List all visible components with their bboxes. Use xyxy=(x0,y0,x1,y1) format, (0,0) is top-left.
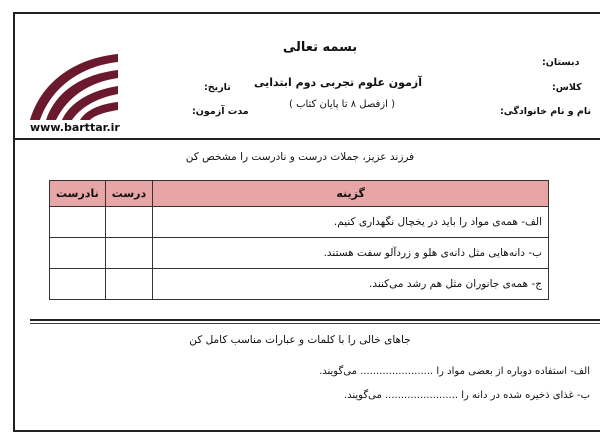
incorrect-cell[interactable] xyxy=(50,238,106,269)
class-label: کلاس: xyxy=(552,82,582,93)
correct-cell[interactable] xyxy=(105,269,152,300)
section1-instruction: فرزند عزیز، جملات درست و نادرست را مشخص کن xyxy=(185,151,415,163)
table-header-row xyxy=(50,181,549,207)
page-title: بسمه تعالی xyxy=(282,40,358,55)
school-label: دبستان: xyxy=(542,57,580,68)
section-divider-thin xyxy=(30,323,600,324)
table-row xyxy=(50,207,549,238)
correct-cell[interactable] xyxy=(105,238,152,269)
option-text: الف- همه‌ی مواد را باید در یخچال نگهداری کنیم. xyxy=(153,207,549,238)
logo-url: www.barttar.ir xyxy=(30,121,120,134)
date-label: تاریخ: xyxy=(204,82,231,93)
exam-title: آزمون علوم تجربی دوم ابتدایی xyxy=(254,76,422,89)
table-row xyxy=(50,238,549,269)
col-option: گزینه xyxy=(153,181,549,207)
fill-item: الف- استفاده دوباره از بعضی مواد را ....................... می‌گویند. xyxy=(319,366,590,377)
col-correct: درست xyxy=(105,181,152,207)
section2-instruction: جاهای خالی را با کلمات و عبارات مناسب کامل کن xyxy=(189,334,411,346)
option-text: ب- دانه‌هایی مثل دانه‌ی هلو و زردآلو سفت هستند. xyxy=(153,238,549,269)
exam-range: ( ازفصل ۸ تا پایان کتاب ) xyxy=(289,99,395,110)
option-text: ج- همه‌ی جانوران مثل هم رشد می‌کنند. xyxy=(153,269,549,300)
name-label: نام و نام خانوادگی: xyxy=(500,106,592,117)
incorrect-cell[interactable] xyxy=(50,269,106,300)
true-false-table xyxy=(49,180,549,300)
header-divider xyxy=(13,138,600,140)
fill-item: ب- غذای ذخیره شده در دانه را ....................... می‌گویند. xyxy=(343,390,590,401)
section-divider xyxy=(30,319,600,321)
col-incorrect: نادرست xyxy=(50,181,106,207)
correct-cell[interactable] xyxy=(105,207,152,238)
duration-label: مدت آزمون: xyxy=(192,106,249,117)
barttar-logo-icon xyxy=(22,40,122,124)
table-row xyxy=(50,269,549,300)
incorrect-cell[interactable] xyxy=(50,207,106,238)
